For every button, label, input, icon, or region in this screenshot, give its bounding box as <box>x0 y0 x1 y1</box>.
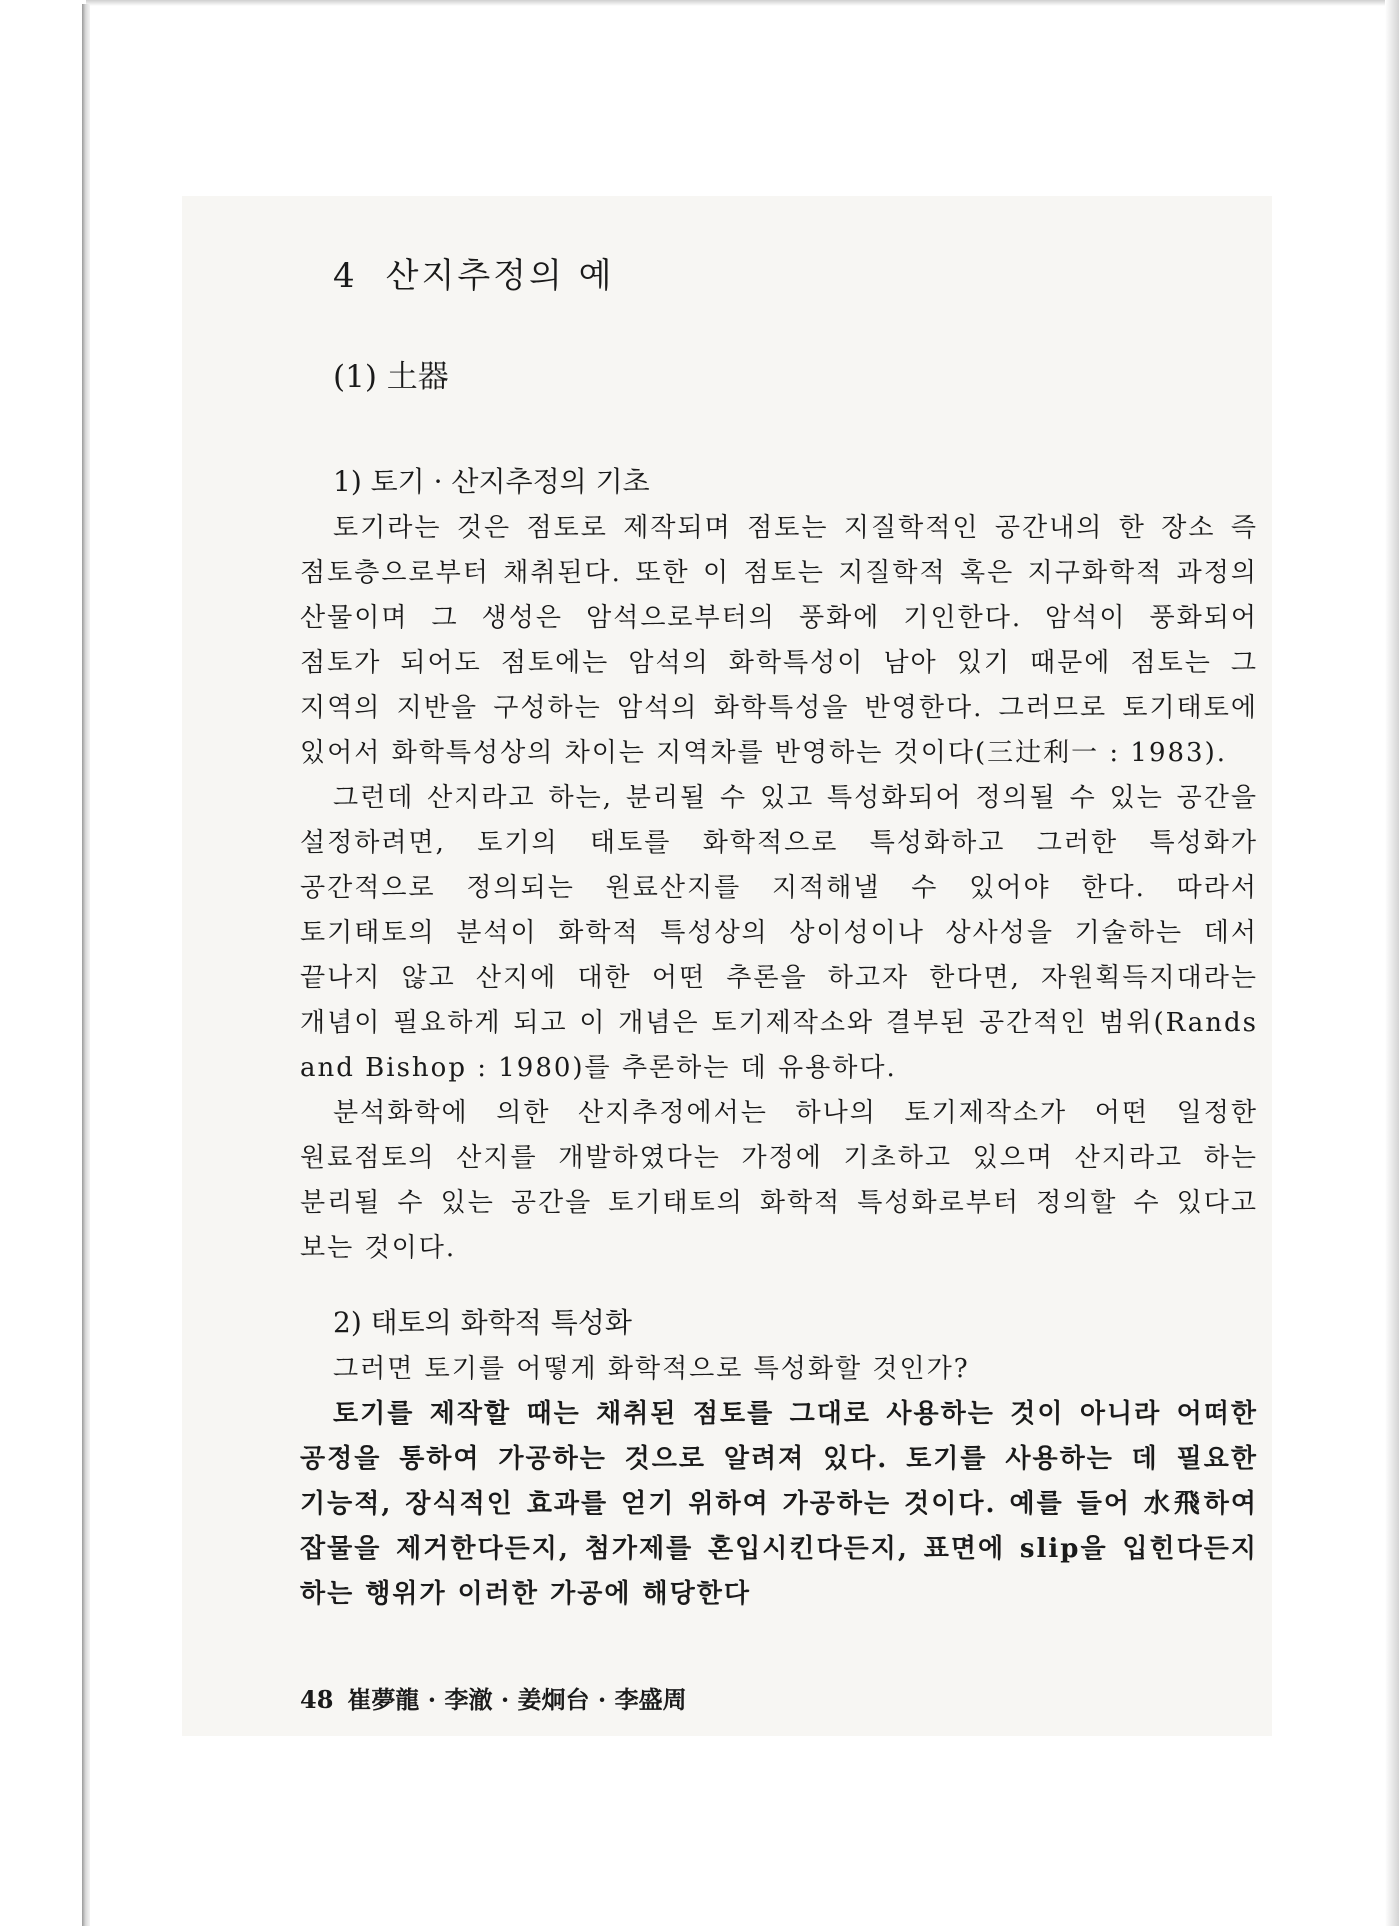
section-number: 4 <box>333 256 358 296</box>
item-1-paragraph-1: 토기라는 것은 점토로 제작되며 점토는 지질학적인 공간내의 한 장소 즉 점토층으로부터 채취된다. 또한 이 점토는 지질학적 혹은 지구화학적 과정의 산물이며 그 생성은 암석으로부터의 풍화에 기인한다. 암석이 풍화되어 점토가 되어도 점토에는 암석의 화학특성이 남아 있기 때문에 점토는 그 지역의 지반을 구성하는 암석의 화학특성을 반영한다. 그러므로 토기태토에 있어서 화학특성상의 차이는 지역차를 반영하는 것이다(三辻利一 : 1983). <box>300 513 1258 768</box>
footer-authors: 崔夢龍 · 李澈 · 姜炯台 · 李盛周 <box>347 1685 687 1714</box>
page-top-edge <box>86 0 1399 6</box>
item-1-title: 1) 토기 · 산지추정의 기초 <box>333 465 650 498</box>
item-2-paragraph-1: 그러면 토기를 어떻게 화학적으로 특성화할 것인가? <box>333 1354 970 1384</box>
item-1-paragraph-3: 분석화학에 의한 산지추정에서는 하나의 토기제작소가 어떤 일정한 원료점토의 산지를 개발하였다는 가정에 기초하고 있으며 산지라고 하는 분리될 수 있는 공간을 토기태토의 화학적 특성화로부터 정의할 수 있다고 보는 것이다. <box>300 1098 1258 1263</box>
item-2-paragraph-2: 토기를 제작할 때는 채취된 점토를 그대로 사용하는 것이 아니라 어떠한 공정을 통하여 가공하는 것으로 알려져 있다. 토기를 사용하는 데 필요한 기능적, 장식적인 효과를 얻기 위하여 가공하는 것이다. 예를 들어 水飛하여 잡물을 제거한다든지, 첨가제를 혼입시킨다든지, 표면에 slip을 입힌다든지 하는 행위가 이러한 가공에 해당한다 <box>300 1399 1258 1609</box>
page-left-edge <box>82 4 90 1926</box>
page-footer <box>300 1680 687 1715</box>
page-content <box>300 248 1258 1617</box>
page-right-shadow <box>1385 0 1399 1926</box>
page-number: 48 <box>300 1685 334 1714</box>
section-title-text: 산지추정의 예 <box>385 256 615 296</box>
subsection-title: (1) 土器 <box>333 359 449 395</box>
section-title <box>333 248 1258 297</box>
section-gap <box>300 1271 1258 1301</box>
item-1-paragraph-2: 그런데 산지라고 하는, 분리될 수 있고 특성화되어 정의될 수 있는 공간을 설정하려면, 토기의 태토를 화학적으로 특성화하고 그러한 특성화가 공간적으로 정의되는 원료산지를 지적해낼 수 있어야 한다. 따라서 토기태토의 분석이 화학적 특성상의 상이성이나 상사성을 기술하는 데서 끝나지 않고 산지에 대한 어떤 추론을 하고자 한다면, 자원획득지대라는 개념이 필요하게 되고 이 개념은 토기제작소와 결부된 공간적인 범위(Rands and Bishop : 1980)를 추론하는 데 유용하다. <box>300 783 1258 1083</box>
item-2-title: 2) 태토의 화학적 특성화 <box>333 1306 632 1339</box>
